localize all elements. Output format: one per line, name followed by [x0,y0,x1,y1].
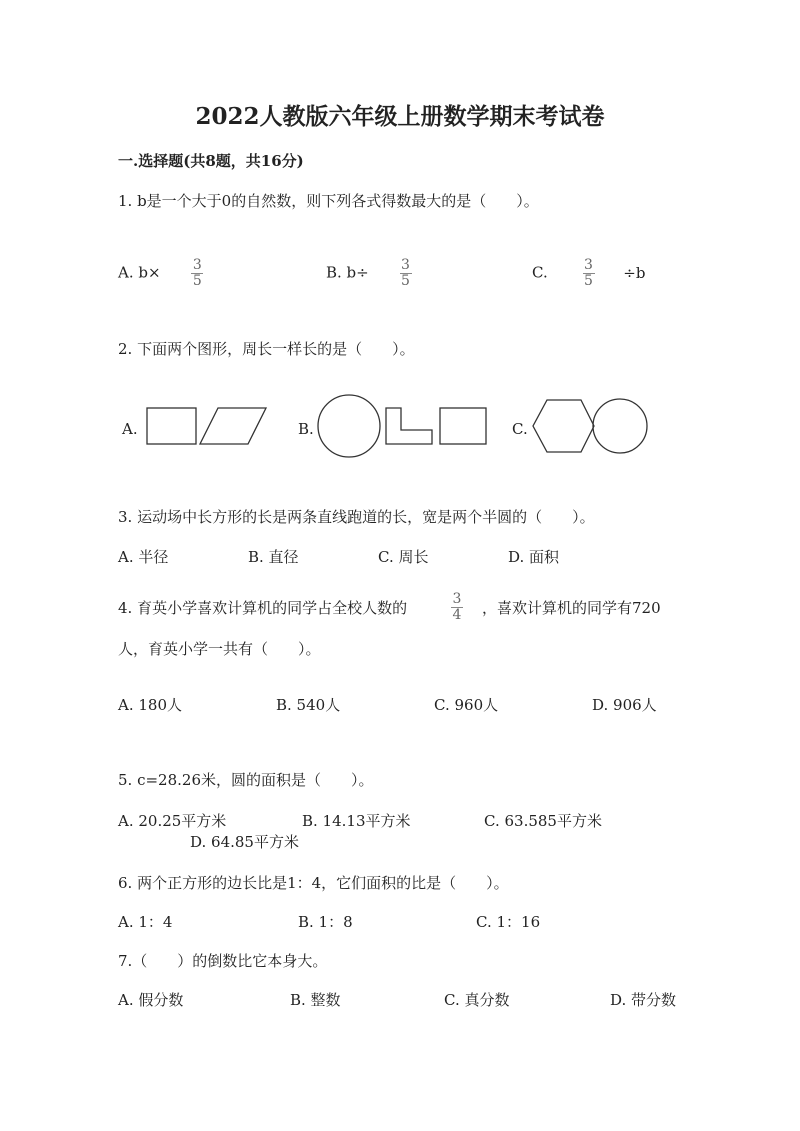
question-5-option-d[interactable]: D. 64.85平方米 [190,833,299,851]
option-suffix: ÷b [623,263,646,282]
question-7-option-a[interactable]: A. 假分数 [118,991,184,1009]
circle-shape [318,395,380,457]
question-2-stem: 2. 下面两个图形，周长一样长的是（ ）。 [118,340,415,358]
question-5-option-a[interactable]: A. 20.25平方米 [118,812,227,830]
question-3-option-a[interactable]: A. 半径 [118,548,169,566]
rectangle-shape [147,408,196,444]
fraction-numerator: 3 [584,257,593,273]
question-5-option-b[interactable]: B. 14.13平方米 [302,812,411,830]
question-7-option-d[interactable]: D. 带分数 [610,991,677,1009]
question-4-stem-line2: 人，育英小学一共有（ ）。 [118,640,321,658]
question-4-option-c[interactable]: C. 960人 [434,696,499,714]
option-label: A. b× [118,263,161,282]
fraction-numerator: 3 [452,591,462,607]
question-1-stem: 1. b是一个大于0的自然数，则下列各式得数最大的是（ ）。 [118,192,539,210]
question-4-option-b[interactable]: B. 540人 [276,696,341,714]
question-3-option-c[interactable]: C. 周长 [378,548,429,566]
option-label: C. [532,263,548,282]
question-2-option-c-label[interactable]: C. [512,420,528,438]
question-4-option-d[interactable]: D. 906人 [592,696,657,714]
fraction-numerator: 3 [401,257,410,273]
question-4-stem-part1: 4. 育英小学喜欢计算机的同学占全校人数的 [118,599,408,617]
fraction-denominator: 5 [401,273,410,289]
question-2-option-b-label[interactable]: B. [298,420,314,438]
fraction-denominator: 5 [192,273,202,289]
question-2-option-a-label[interactable]: A. [122,420,138,438]
question-3-stem: 3. 运动场中长方形的长是两条直线跑道的长，宽是两个半圆的（ ）。 [118,508,595,526]
fraction-denominator: 4 [452,607,462,623]
section-heading: 一.选择题(共8题，共16分) [118,152,304,170]
question-7-option-c[interactable]: C. 真分数 [444,991,510,1009]
question-6-stem: 6. 两个正方形的边长比是1：4，它们面积的比是（ ）。 [118,874,509,892]
fraction-numerator: 3 [192,257,202,273]
rectangle-shape [440,408,486,444]
question-4-stem-part2: ，喜欢计算机的同学有720 [482,599,661,617]
page-title: 2022人教版六年级上册数学期末考试卷 [195,103,605,130]
question-3-option-b[interactable]: B. 直径 [248,548,299,566]
question-7-stem: 7.（ ）的倒数比它本身大。 [118,952,328,970]
question-4-option-a[interactable]: A. 180人 [118,696,182,714]
question-4-fraction [451,592,463,623]
question-6-option-c[interactable]: C. 1：16 [476,913,541,931]
option-label: B. b÷ [326,263,369,282]
question-3-option-d[interactable]: D. 面积 [508,548,560,566]
circle-shape [593,399,647,453]
question-5-stem: 5. c=28.26米，圆的面积是（ ）。 [118,771,374,789]
question-6-option-a[interactable]: A. 1：4 [118,913,173,931]
fraction-denominator: 5 [584,273,593,289]
parallelogram-shape [200,408,266,444]
l-shape [386,408,432,444]
hexagon-shape [533,400,594,452]
question-6-option-b[interactable]: B. 1：8 [298,913,353,931]
question-7-option-b[interactable]: B. 整数 [290,991,341,1009]
question-5-option-c[interactable]: C. 63.585平方米 [484,812,602,830]
